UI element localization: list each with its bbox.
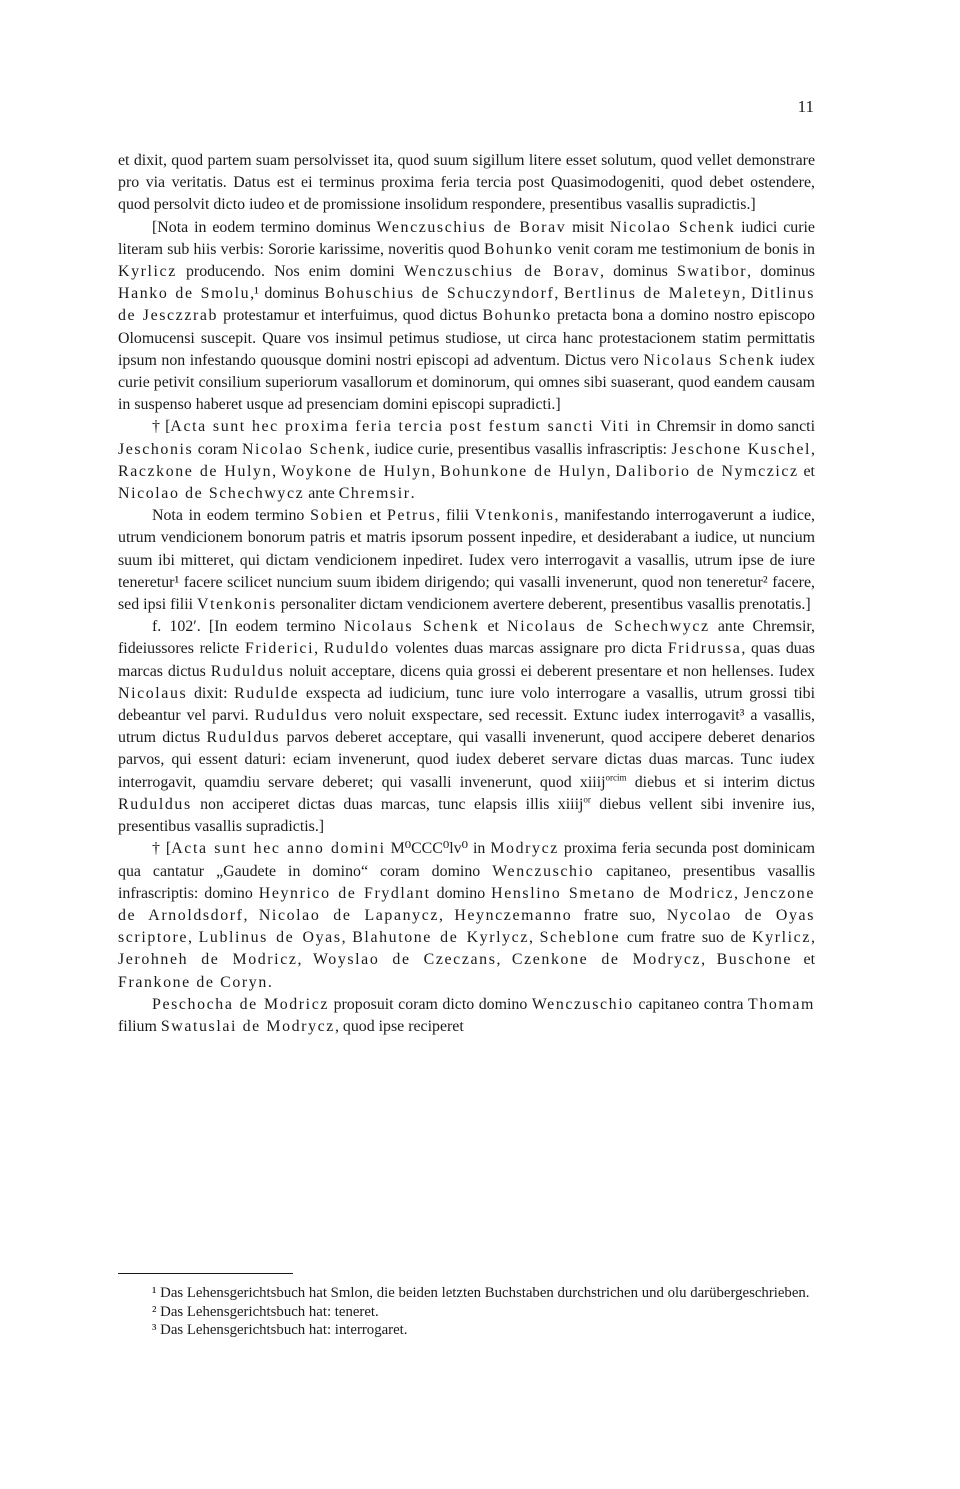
superscript: or	[583, 794, 591, 805]
footnote: ³ Das Lehensgerichtsbuch hat: interrogaret.	[152, 1322, 408, 1339]
spaced-name: Hanko de Smolu	[118, 285, 251, 303]
text-run: f. 102′. [In eodem termino	[152, 618, 344, 636]
spaced-name: Lublinus de Oyas	[198, 929, 342, 947]
text-run: ,	[734, 884, 744, 902]
spaced-name: Jerohneh de Modricz	[118, 951, 298, 969]
text-run: et	[792, 951, 815, 969]
text-run: ,	[243, 906, 259, 924]
spaced-name: Thomam	[748, 995, 815, 1013]
spaced-name: Woykone de Hulyn	[280, 462, 432, 480]
spaced-name: Nicolao Schenk	[609, 218, 736, 236]
text-run: ,	[188, 929, 199, 947]
spaced-name: Ruduldus	[254, 707, 329, 725]
spaced-name: Wenczuschio	[531, 995, 634, 1013]
text-run: M⁰CCC⁰lv⁰ in	[385, 840, 491, 858]
text-run: ,	[297, 951, 313, 969]
spaced-name: Petrus	[386, 507, 437, 525]
text-run: exspecta ad iudicium, tunc iure volo interrogare a vasallis, utrum grossi tibi debeantur vel parvi.	[118, 684, 816, 725]
text-run: noluit acceptare, dicens quia grossi ei deberent presentare et non hellenses. Iudex	[284, 662, 815, 680]
text-run: ,	[811, 440, 815, 458]
spaced-name: Nicolao Schenk	[241, 440, 366, 458]
text-run: Chremsir in domo sancti	[652, 418, 815, 436]
spaced-name: Ruduldus	[210, 662, 285, 680]
text-run: ,	[272, 462, 281, 480]
text-run: iudex curie petivit consilium superiorum vasallorum et dominorum, qui omnes sibi suaserant, quod eandem causam in suspenso haberet usque ad presenciam domini episcopi supradicti.]	[118, 351, 815, 414]
text-run: protestamur et interfuimus, quod dictus	[218, 307, 483, 325]
text-run: iudici curie literam sub hiis verbis: Sororie karissime, noveritis quod	[118, 218, 815, 258]
spaced-name: Chremsir	[338, 485, 411, 503]
spaced-name: Bohuschius de Schuczyndorf	[324, 285, 555, 303]
page-number: 11	[797, 97, 814, 116]
text-run: vero noluit exspectare, sed recessit. Extunc iudex interrogavit³ a vasallis, utrum dictus	[118, 707, 815, 747]
spaced-name: Sobien	[310, 507, 364, 525]
spaced-name: Kyrlicz	[752, 929, 811, 947]
spaced-name: Jeschonis	[118, 440, 194, 458]
text-run: , manifestando interrogaverunt a iudice, utrum vendicionem bonorum patris et matris ipsorum possent inpedire, et desiderabant a iudice, ut nuncium suum ibi mitteret, qui dictam vendicionem inpediret. Iudex vero interrogavit a vasallis, utrum ipse de iure teneretur¹ facere scilicet nuncium suum ibidem dirigendo; qui vasalli invenerunt, quod non teneretur² facere, sed ipsi filii	[118, 507, 815, 614]
spaced-name: Czenkone de Modrycz	[511, 951, 702, 969]
spaced-name: Nicolao de Schechwycz	[118, 485, 305, 503]
spaced-name: Swatibor	[676, 263, 748, 281]
text-run: domino	[430, 884, 492, 902]
spaced-name: Bohunko	[482, 307, 552, 325]
text-run: Nota in eodem termino	[152, 507, 311, 525]
paragraph	[118, 505, 815, 616]
text-run: misit	[566, 218, 610, 236]
text-run: capitaneo, presentibus vasallis infrascriptis: domino	[118, 862, 815, 902]
text-run: , filii	[436, 507, 475, 525]
text-run: et	[479, 618, 508, 636]
spaced-name: Nicolaus Schenk	[343, 618, 480, 636]
text-run: † [	[152, 418, 171, 436]
text-run: ,¹ dominus	[250, 285, 325, 303]
text-run: , dominus	[600, 263, 677, 281]
footnote: ² Das Lehensgerichtsbuch hat: teneret.	[152, 1303, 379, 1320]
spaced-name: Henslino Smetano de Modricz	[491, 884, 735, 902]
text-run: fratre suo,	[572, 906, 667, 924]
text-run: volentes duas marcas assignare pro dicta	[389, 640, 668, 658]
spaced-name: Fridrussa	[667, 640, 742, 658]
text-run: [Nota in eodem termino dominus	[152, 218, 377, 236]
text-run: , iudice curie, presentibus vasallis infrascriptis:	[365, 440, 672, 458]
text-run: producendo. Nos enim domini	[176, 263, 404, 281]
text-run: ,	[606, 462, 616, 480]
paragraph	[118, 217, 815, 417]
spaced-name: Buschone	[716, 951, 793, 969]
spaced-name: Vtenkonis	[474, 507, 555, 525]
paragraph	[118, 994, 815, 1038]
text-run: proposuit coram dicto domino	[329, 995, 532, 1013]
text-run: non acciperet dictas duas marcas, tunc elapsis illis xiiij	[191, 795, 584, 813]
footnotes	[118, 1284, 815, 1340]
spaced-name: Daliborio de Nymczicz	[615, 462, 799, 480]
text-run: ,	[431, 462, 441, 480]
text-run: , quas duas marcas dictus	[118, 640, 815, 680]
spaced-name: Scheblone	[539, 929, 621, 947]
spaced-name: Nicolao de Lapanycz	[258, 906, 439, 924]
text-run: ,	[496, 951, 512, 969]
spaced-name: Wenczuschio	[492, 862, 595, 880]
text-run: venit coram me testimonium de bonis in	[553, 240, 815, 258]
text-run: et dixit, quod partem suam persolvisset ita, quod suum sigillum litere esset solutum, quod vellet demonstrare pro via veritatis. Datus est ei terminus proxima feria tercia post Quasimodogeniti, quod debet ostendere, quod persolvit dicto iudeo et de promissione insolidum respondere, presentibus vasallis supradictis.]	[118, 152, 815, 214]
text-run: ,	[811, 929, 815, 947]
text-run: pretacta bona a domino nostro episcopo Olomucensi suscepit. Quare vos insimul petimus studiose, ut circa hanc protestacionem statim permittatis ipsum non infestando quousque domini nostri episcopi ad adventum. Dictus vero	[118, 307, 815, 369]
text-run: filium	[118, 1017, 161, 1035]
text-run: capitaneo contra	[633, 995, 749, 1013]
spaced-name: Kyrlicz	[118, 263, 177, 281]
spaced-name: Nycolao de Oyas scriptore	[118, 906, 815, 947]
spaced-name: Nicolaus	[118, 684, 188, 702]
spaced-name: Wenczuschius de Borav	[403, 263, 601, 281]
main-text	[118, 150, 815, 1038]
text-run: , quod ipse reciperet	[334, 1017, 464, 1035]
spaced-name: Wenczuschius de Borav	[376, 218, 567, 236]
paragraph	[118, 150, 815, 217]
footnote: ¹ Das Lehensgerichtsbuch hat Smlon, die beiden letzten Buchstaben durchstrichen und olu darübergeschrieben.	[152, 1285, 810, 1301]
superscript: orcim	[605, 772, 627, 783]
spaced-name: Blahutone de Kyrlycz	[352, 929, 529, 947]
text-run: .	[267, 973, 272, 991]
spaced-name: Raczkone de Hulyn	[118, 462, 273, 480]
text-run: diebus vellent sibi invenire ius, presentibus vasallis supradictis.]	[118, 795, 815, 836]
text-run: ,	[701, 951, 717, 969]
spaced-name: Rudulde	[234, 684, 300, 702]
spaced-name: Woyslao de Czeczans	[312, 951, 497, 969]
spaced-name: Heynrico de Frydlant	[258, 884, 431, 902]
paragraph	[118, 616, 815, 838]
text-run: ,	[741, 285, 751, 303]
spaced-name: Jeschone Kuschel	[671, 440, 811, 458]
spaced-name: Jenczone de Arnoldsdorf	[118, 884, 816, 924]
spaced-name: Nicolaus de Schechwycz	[507, 618, 710, 636]
text-run: ,	[439, 906, 455, 924]
spaced-name: Ditlinus de Jesczzrab	[118, 285, 815, 325]
spaced-name: Acta sunt hec anno domini	[171, 840, 386, 858]
paragraph	[118, 838, 815, 993]
spaced-name: Acta sunt hec proxima feria tercia post festum sancti Viti in	[170, 418, 653, 436]
spaced-name: Ruduldus	[206, 729, 281, 747]
text-run: proxima feria secunda post dominicam qua cantatur „Gaudete in domino“ coram domino	[118, 840, 816, 880]
spaced-name: Bohunkone de Hulyn	[440, 462, 607, 480]
spaced-name: Ruduldus	[118, 795, 192, 813]
spaced-name: Heynczemanno	[454, 906, 573, 924]
spaced-name: Peschocha de Modricz	[152, 995, 330, 1013]
text-run: ante	[304, 485, 339, 503]
spaced-name: Swatuslai de Modrycz	[160, 1017, 335, 1035]
text-run: et	[363, 507, 387, 525]
text-run: parvos deberet acceptare, qui vasalli invenerunt, quod accipere deberet denarios parvos, qui essent daturi: eciam invenerunt, quod iudex deberet servare dictas duas marcas. Tunc iudex interrogavit, quamdiu servare deberet; qui vasalli invenerunt, quod xiiij	[118, 729, 815, 791]
text-run: et	[798, 462, 815, 480]
text-run: dixit:	[187, 684, 235, 702]
text-run: diebus et si interim dictus	[626, 773, 815, 791]
text-run: ,	[554, 285, 564, 303]
spaced-name: Frankone de Coryn	[118, 973, 268, 991]
text-run: ante Chremsir, fideiussores relicte	[118, 618, 816, 658]
text-run: ,	[528, 929, 540, 947]
text-run: , dominus	[747, 263, 815, 281]
spaced-name: Bohunko	[483, 240, 554, 258]
spaced-name: Vtenkonis	[197, 596, 277, 614]
spaced-name: Modrycz	[490, 840, 559, 858]
text-run: ,	[341, 929, 353, 947]
spaced-name: Bertlinus de Maleteyn	[563, 285, 742, 303]
text-run: † [	[152, 840, 172, 858]
text-run: coram	[193, 440, 242, 458]
text-run: cum fratre suo de	[620, 929, 753, 947]
spaced-name: Friderici	[244, 640, 315, 658]
text-run: .	[410, 485, 415, 503]
text-run: personaliter dictam vendicionem avertere deberent, presentibus vasallis prenotatis.]	[276, 596, 811, 614]
paragraph	[118, 416, 815, 505]
spaced-name: Ruduldo	[323, 640, 390, 658]
spaced-name: Nicolaus Schenk	[643, 351, 776, 369]
text-run: ,	[314, 640, 324, 658]
footnote-divider	[118, 1273, 293, 1274]
